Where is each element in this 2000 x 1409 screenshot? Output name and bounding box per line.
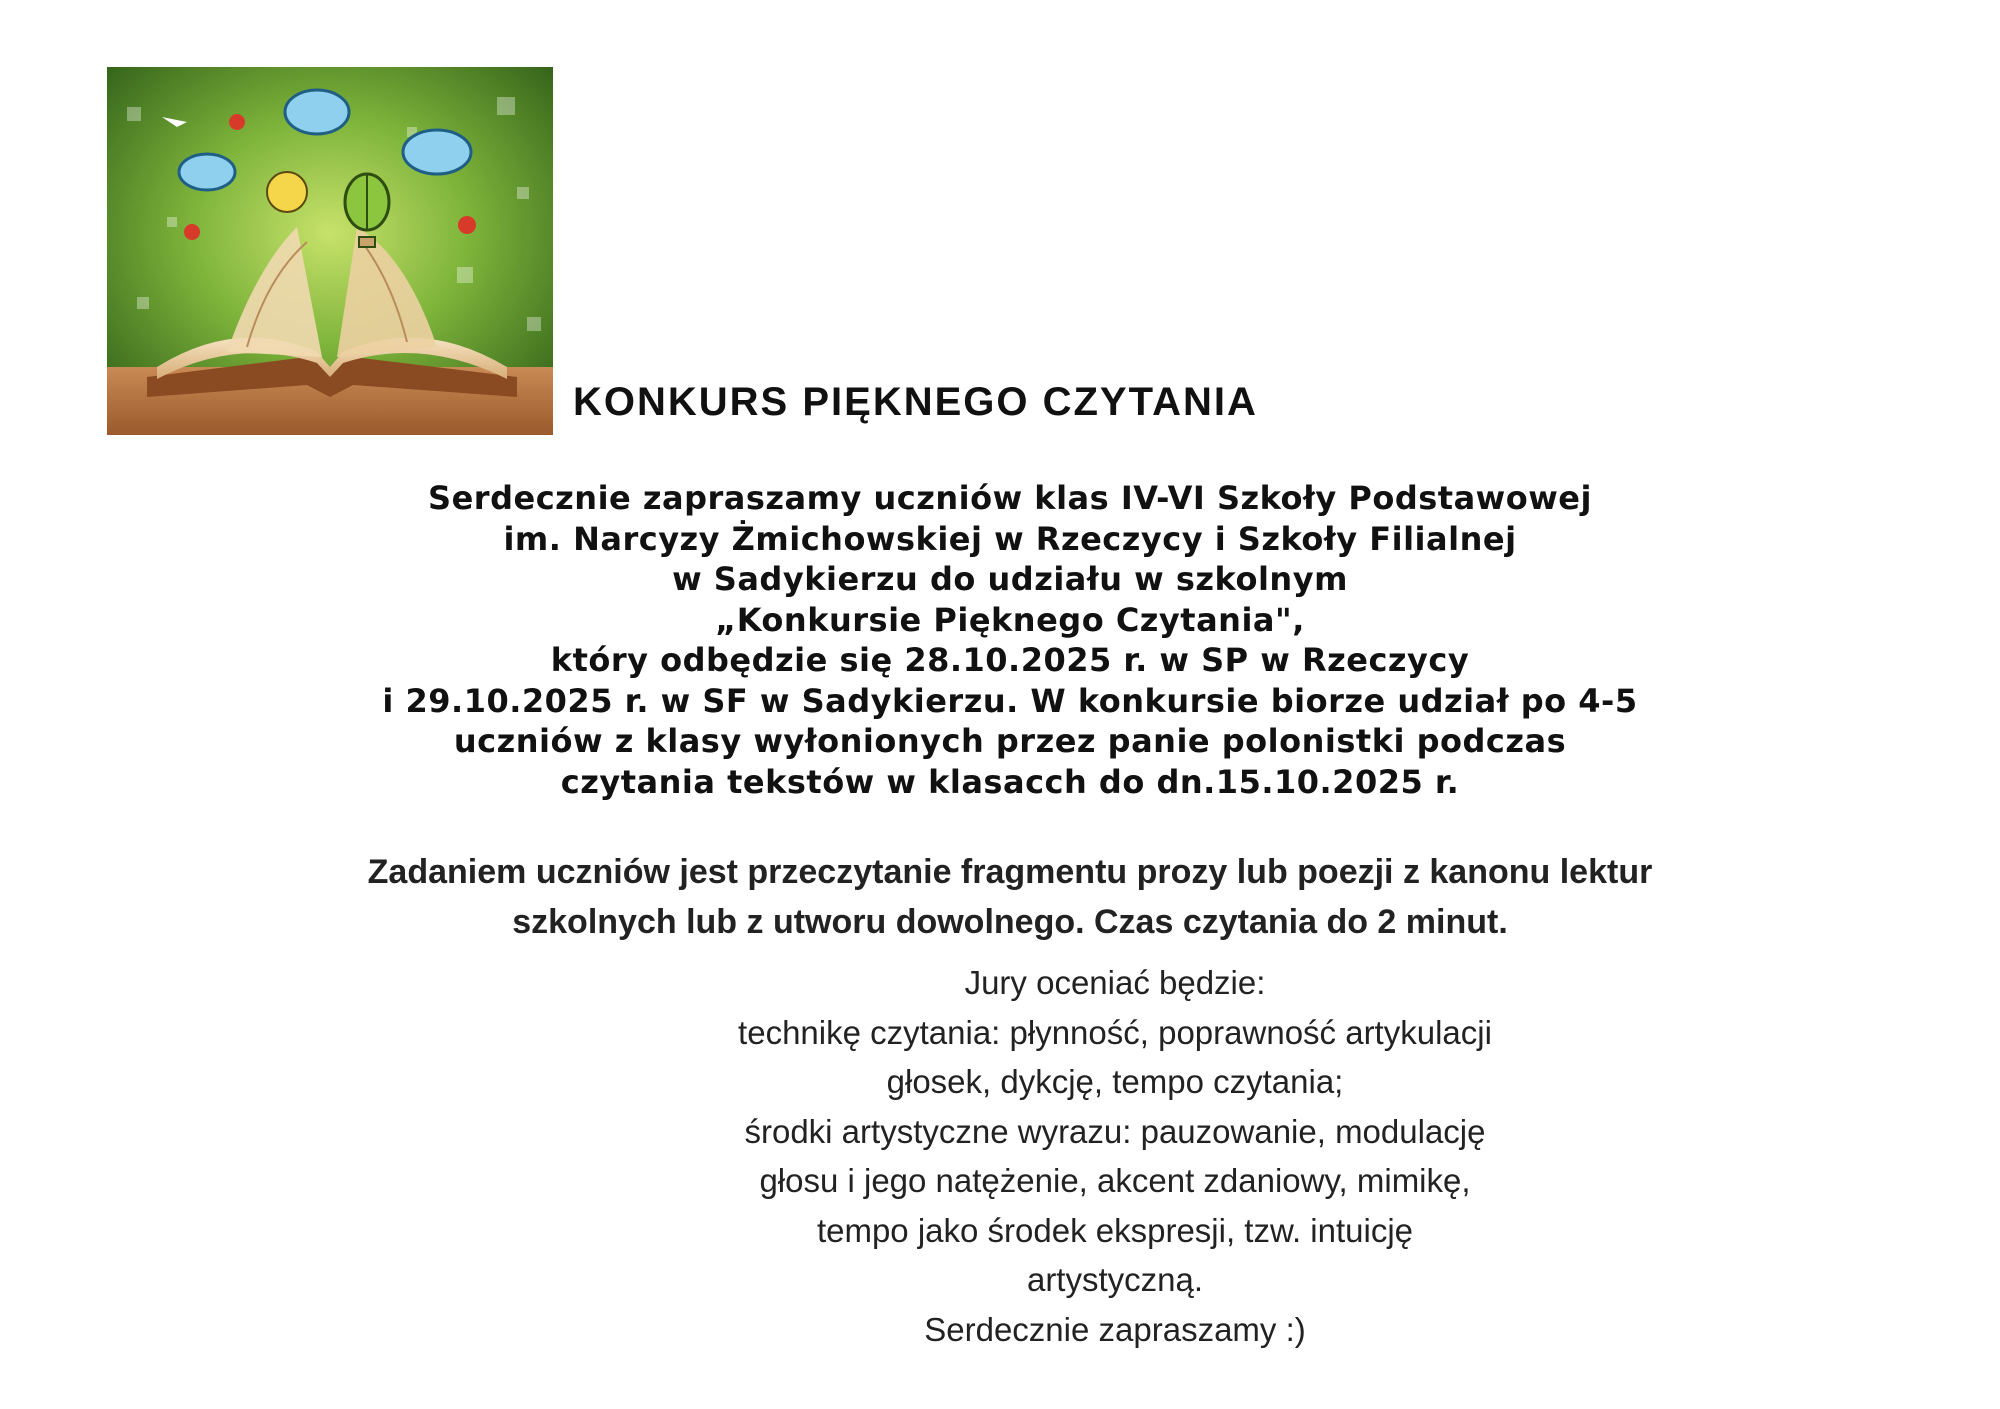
open-book-doodle-image (107, 67, 553, 435)
invitation-paragraph (160, 478, 1860, 802)
task-line: Zadaniem uczniów jest przeczytanie fragmentu prozy lub poezji z kanonu lektur (367, 853, 1653, 891)
invitation-line: który odbędzie się 28.10.2025 r. w SP w Rzeczycy (550, 641, 1470, 679)
page-title: KONKURS PIĘKNEGO CZYTANIA (573, 380, 1258, 424)
invitation-line: Serdecznie zapraszamy uczniów klas IV-VI Szkoły Podstawowej (428, 479, 1592, 517)
criteria-line: głosek, dykcję, tempo czytania; (886, 1063, 1344, 1100)
invitation-line: czytania tekstów w klasacch do dn.15.10.2025 r. (560, 762, 1460, 801)
criteria-line: głosu i jego natężenie, akcent zdaniowy, mimikę, (759, 1162, 1471, 1199)
invitation-line: i 29.10.2025 r. w SF w Sadykierzu. W konkursie biorze udział po 4-5 (382, 681, 1638, 720)
criteria-line: artystyczną. (1026, 1261, 1204, 1298)
invitation-line: im. Narcyzy Żmichowskiej w Rzeczycy i Szkoły Filialnej (503, 519, 1517, 558)
criteria-line: środki artystyczne wyrazu: pauzowanie, modulację (744, 1112, 1486, 1150)
invitation-line: uczniów z klasy wyłonionych przez panie polonistki podczas (453, 722, 1567, 760)
jury-criteria (515, 958, 1715, 1354)
closing-line: Serdecznie zapraszamy :) (924, 1310, 1306, 1348)
invitation-line: „Konkursie Pięknego Czytania", (715, 600, 1305, 639)
task-line: szkolnych lub z utworu dowolnego. Czas czytania do 2 minut. (512, 903, 1508, 941)
invitation-line: w Sadykierzu do udziału w szkolnym (672, 560, 1348, 598)
criteria-line: technikę czytania: płynność, poprawność artykulacji (738, 1013, 1492, 1051)
task-paragraph (200, 847, 1820, 947)
criteria-line: tempo jako środek ekspresji, tzw. intuicję (816, 1211, 1414, 1249)
book-illustration (107, 67, 553, 435)
criteria-line: Jury oceniać będzie: (964, 964, 1266, 1001)
